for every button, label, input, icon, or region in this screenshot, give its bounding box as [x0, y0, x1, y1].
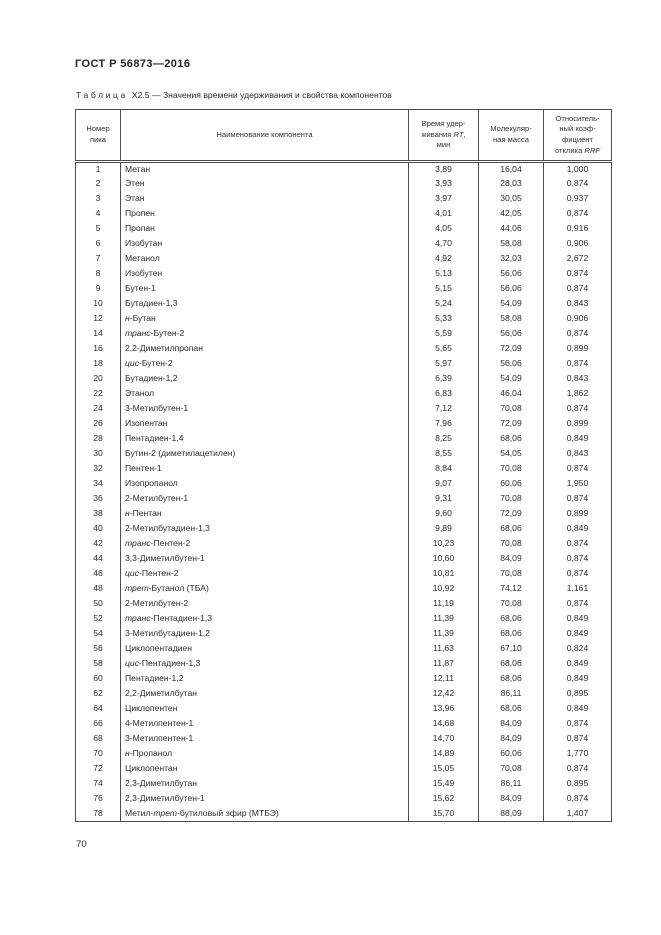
retention-time-cell: 15,70 [409, 807, 479, 822]
retention-time-cell: 4,70 [409, 237, 479, 252]
component-name-cell: Метан [121, 162, 409, 177]
table-row [76, 567, 612, 582]
peak-number-cell: 10 [76, 297, 121, 312]
table-row [76, 447, 612, 462]
peak-number-cell: 74 [76, 777, 121, 792]
molecular-mass-cell: 68,06 [479, 702, 544, 717]
retention-time-cell: 9,89 [409, 522, 479, 537]
standard-code: ГОСТ Р 56873—2016 [75, 58, 191, 70]
rrf-cell: 0,874 [544, 492, 612, 507]
rrf-cell: 0,906 [544, 312, 612, 327]
molecular-mass-cell: 28,03 [479, 177, 544, 192]
component-name-cell: 3,3-Диметилбутен-1 [121, 552, 409, 567]
table-row [76, 597, 612, 612]
page-number: 70 [76, 839, 87, 850]
table-row [76, 477, 612, 492]
col-header-component-name: Наименование компонента [121, 110, 409, 162]
retention-time-cell: 10,92 [409, 582, 479, 597]
rrf-cell: 0,874 [544, 792, 612, 807]
table-row [76, 327, 612, 342]
retention-time-cell: 9,07 [409, 477, 479, 492]
retention-time-cell: 9,31 [409, 492, 479, 507]
peak-number-cell: 62 [76, 687, 121, 702]
peak-number-cell: 30 [76, 447, 121, 462]
peak-number-cell: 52 [76, 612, 121, 627]
table-row [76, 297, 612, 312]
rrf-cell: 1,407 [544, 807, 612, 822]
rrf-cell: 0,849 [544, 522, 612, 537]
table-row [76, 177, 612, 192]
rrf-cell: 0,843 [544, 297, 612, 312]
molecular-mass-cell: 84,09 [479, 552, 544, 567]
component-name-cell: транс-Пентадиен-1,3 [121, 612, 409, 627]
col-header-rrf: Относитель- ный коэф- фициент отклика RRF [544, 110, 612, 162]
peak-number-cell: 26 [76, 417, 121, 432]
retention-time-cell: 8,84 [409, 462, 479, 477]
component-name-cell: 2,3-Диметилбутан [121, 777, 409, 792]
peak-number-cell: 4 [76, 207, 121, 222]
molecular-mass-cell: 42,05 [479, 207, 544, 222]
component-name-cell: транс-Пентен-2 [121, 537, 409, 552]
peak-number-cell: 1 [76, 162, 121, 177]
molecular-mass-cell: 16,04 [479, 162, 544, 177]
table-row [76, 612, 612, 627]
rrf-cell: 1,862 [544, 387, 612, 402]
component-name-cell: 2,3-Диметилбутен-1 [121, 792, 409, 807]
table-row [76, 702, 612, 717]
molecular-mass-cell: 72,09 [479, 417, 544, 432]
component-name-cell: Пентадиен-1,4 [121, 432, 409, 447]
molecular-mass-cell: 84,09 [479, 792, 544, 807]
table-row [76, 537, 612, 552]
retention-time-cell: 8,55 [409, 447, 479, 462]
rrf-cell: 0,843 [544, 447, 612, 462]
retention-time-cell: 12,42 [409, 687, 479, 702]
molecular-mass-cell: 86,11 [479, 777, 544, 792]
table-row [76, 417, 612, 432]
component-name-cell: Пропен [121, 207, 409, 222]
table-row [76, 312, 612, 327]
table-row [76, 687, 612, 702]
retention-time-cell: 10,60 [409, 552, 479, 567]
component-name-cell: Циклопентан [121, 762, 409, 777]
table-row [76, 387, 612, 402]
table-row [76, 207, 612, 222]
rrf-cell: 0,874 [544, 597, 612, 612]
molecular-mass-cell: 72,09 [479, 507, 544, 522]
rrf-cell: 1,770 [544, 747, 612, 762]
table-row [76, 237, 612, 252]
component-name-cell: Бутин-2 (диметилацетилен) [121, 447, 409, 462]
component-name-cell: 2-Метилбутадиен-1,3 [121, 522, 409, 537]
peak-number-cell: 22 [76, 387, 121, 402]
table-row [76, 222, 612, 237]
rrf-cell: 0,874 [544, 462, 612, 477]
peak-number-cell: 9 [76, 282, 121, 297]
retention-time-cell: 5,33 [409, 312, 479, 327]
table-row [76, 642, 612, 657]
peak-number-cell: 14 [76, 327, 121, 342]
retention-time-cell: 5,13 [409, 267, 479, 282]
component-name-cell: Этанол [121, 387, 409, 402]
rrf-cell: 0,874 [544, 357, 612, 372]
table-body [76, 162, 612, 822]
peak-number-cell: 46 [76, 567, 121, 582]
molecular-mass-cell: 32,03 [479, 252, 544, 267]
component-name-cell: Циклопентен [121, 702, 409, 717]
table-row [76, 792, 612, 807]
molecular-mass-cell: 56,06 [479, 267, 544, 282]
retention-time-cell: 8,25 [409, 432, 479, 447]
table-row [76, 807, 612, 822]
table-row [76, 342, 612, 357]
molecular-mass-cell: 84,09 [479, 717, 544, 732]
peak-number-cell: 66 [76, 717, 121, 732]
peak-number-cell: 32 [76, 462, 121, 477]
molecular-mass-cell: 60,06 [479, 747, 544, 762]
molecular-mass-cell: 58,08 [479, 237, 544, 252]
retention-time-cell: 7,12 [409, 402, 479, 417]
retention-time-cell: 10,23 [409, 537, 479, 552]
table-row [76, 432, 612, 447]
table-row [76, 282, 612, 297]
rrf-cell: 1,950 [544, 477, 612, 492]
component-name-cell: Изобутан [121, 237, 409, 252]
component-name-cell: Метанол [121, 252, 409, 267]
rrf-cell: 0,849 [544, 672, 612, 687]
table-row [76, 717, 612, 732]
table-row [76, 462, 612, 477]
component-name-cell: Циклопентадиен [121, 642, 409, 657]
retention-time-cell: 14,70 [409, 732, 479, 747]
retention-time-cell: 11,87 [409, 657, 479, 672]
peak-number-cell: 5 [76, 222, 121, 237]
retention-time-cell: 3,93 [409, 177, 479, 192]
col-header-molecular-mass: Молекуляр- ная масса [479, 110, 544, 162]
rrf-cell: 0,874 [544, 327, 612, 342]
retention-time-cell: 14,89 [409, 747, 479, 762]
component-name-cell: Изобутен [121, 267, 409, 282]
retention-time-cell: 11,19 [409, 597, 479, 612]
retention-time-cell: 13,96 [409, 702, 479, 717]
molecular-mass-cell: 70,08 [479, 597, 544, 612]
peak-number-cell: 42 [76, 537, 121, 552]
peak-number-cell: 78 [76, 807, 121, 822]
component-name-cell: Этан [121, 192, 409, 207]
peak-number-cell: 54 [76, 627, 121, 642]
component-name-cell: транс-Бутен-2 [121, 327, 409, 342]
rrf-cell: 0,849 [544, 612, 612, 627]
table-caption [76, 90, 392, 100]
molecular-mass-cell: 54,09 [479, 372, 544, 387]
peak-number-cell: 44 [76, 552, 121, 567]
table-row [76, 492, 612, 507]
retention-times-table [75, 109, 612, 822]
peak-number-cell: 16 [76, 342, 121, 357]
molecular-mass-cell: 67,10 [479, 642, 544, 657]
retention-time-cell: 11,39 [409, 612, 479, 627]
table-row [76, 507, 612, 522]
table-row [76, 192, 612, 207]
retention-time-cell: 15,62 [409, 792, 479, 807]
retention-time-cell: 5,97 [409, 357, 479, 372]
rrf-cell: 0,843 [544, 372, 612, 387]
peak-number-cell: 72 [76, 762, 121, 777]
component-name-cell: трет-Бутанол (ТБА) [121, 582, 409, 597]
component-name-cell: 2-Метилбутен-1 [121, 492, 409, 507]
component-name-cell: Пентадиен-1,2 [121, 672, 409, 687]
molecular-mass-cell: 68,06 [479, 657, 544, 672]
component-name-cell: Бутадиен-1,3 [121, 297, 409, 312]
rrf-cell: 0,874 [544, 567, 612, 582]
peak-number-cell: 8 [76, 267, 121, 282]
table-row [76, 357, 612, 372]
retention-time-cell: 7,96 [409, 417, 479, 432]
molecular-mass-cell: 44,06 [479, 222, 544, 237]
rrf-cell: 2,672 [544, 252, 612, 267]
retention-time-cell: 5,15 [409, 282, 479, 297]
retention-time-cell: 11,63 [409, 642, 479, 657]
retention-time-cell: 11,39 [409, 627, 479, 642]
molecular-mass-cell: 68,06 [479, 432, 544, 447]
peak-number-cell: 48 [76, 582, 121, 597]
retention-time-cell: 3,97 [409, 192, 479, 207]
peak-number-cell: 12 [76, 312, 121, 327]
rrf-cell: 0,874 [544, 717, 612, 732]
rrf-cell: 0,824 [544, 642, 612, 657]
rrf-cell: 0,874 [544, 732, 612, 747]
component-name-cell: Изопропанол [121, 477, 409, 492]
molecular-mass-cell: 70,08 [479, 402, 544, 417]
component-name-cell: цис-Бутен-2 [121, 357, 409, 372]
component-name-cell: 3-Метилбутен-1 [121, 402, 409, 417]
rrf-cell: 0,874 [544, 267, 612, 282]
table-row [76, 372, 612, 387]
component-name-cell: 4-Метилпентен-1 [121, 717, 409, 732]
rrf-cell: 0,916 [544, 222, 612, 237]
molecular-mass-cell: 84,09 [479, 732, 544, 747]
retention-time-cell: 4,01 [409, 207, 479, 222]
molecular-mass-cell: 70,08 [479, 462, 544, 477]
table-row [76, 777, 612, 792]
molecular-mass-cell: 68,06 [479, 627, 544, 642]
retention-time-cell: 3,89 [409, 162, 479, 177]
molecular-mass-cell: 46,04 [479, 387, 544, 402]
peak-number-cell: 50 [76, 597, 121, 612]
rrf-cell: 0,849 [544, 702, 612, 717]
component-name-cell: Метил-трет-бутиловый эфир (МТБЭ) [121, 807, 409, 822]
molecular-mass-cell: 74,12 [479, 582, 544, 597]
retention-time-cell: 6,83 [409, 387, 479, 402]
component-name-cell: Изопентан [121, 417, 409, 432]
component-name-cell: цис-Пентадиен-1,3 [121, 657, 409, 672]
retention-time-cell: 12,11 [409, 672, 479, 687]
retention-time-cell: 5,24 [409, 297, 479, 312]
rrf-cell: 0,849 [544, 657, 612, 672]
component-name-cell: Бутадиен-1,2 [121, 372, 409, 387]
peak-number-cell: 58 [76, 657, 121, 672]
molecular-mass-cell: 70,08 [479, 567, 544, 582]
molecular-mass-cell: 56,06 [479, 282, 544, 297]
rrf-cell: 0,874 [544, 177, 612, 192]
rrf-cell: 0,895 [544, 777, 612, 792]
component-name-cell: 2,2-Диметилбутан [121, 687, 409, 702]
table-row [76, 627, 612, 642]
molecular-mass-cell: 54,05 [479, 447, 544, 462]
molecular-mass-cell: 68,06 [479, 612, 544, 627]
table-caption-label: Таблица [76, 90, 128, 100]
rrf-cell: 0,899 [544, 507, 612, 522]
molecular-mass-cell: 72,09 [479, 342, 544, 357]
component-name-cell: 3-Метилпентен-1 [121, 732, 409, 747]
molecular-mass-cell: 68,06 [479, 672, 544, 687]
peak-number-cell: 38 [76, 507, 121, 522]
peak-number-cell: 18 [76, 357, 121, 372]
peak-number-cell: 36 [76, 492, 121, 507]
peak-number-cell: 24 [76, 402, 121, 417]
retention-time-cell: 6,39 [409, 372, 479, 387]
retention-time-cell: 9,60 [409, 507, 479, 522]
rrf-cell: 0,937 [544, 192, 612, 207]
rrf-cell: 0,874 [544, 537, 612, 552]
peak-number-cell: 28 [76, 432, 121, 447]
molecular-mass-cell: 60,06 [479, 477, 544, 492]
table-header-row [76, 110, 612, 162]
retention-time-cell: 15,05 [409, 762, 479, 777]
table-row [76, 582, 612, 597]
component-name-cell: 2-Метилбутен-2 [121, 597, 409, 612]
table-row [76, 672, 612, 687]
peak-number-cell: 34 [76, 477, 121, 492]
retention-time-cell: 5,65 [409, 342, 479, 357]
table-caption-text: Х2.5 — Значения времени удерживания и свойства компонентов [131, 90, 392, 100]
peak-number-cell: 40 [76, 522, 121, 537]
molecular-mass-cell: 70,08 [479, 492, 544, 507]
rrf-cell: 0,895 [544, 687, 612, 702]
molecular-mass-cell: 30,05 [479, 192, 544, 207]
rrf-cell: 0,849 [544, 627, 612, 642]
peak-number-cell: 20 [76, 372, 121, 387]
table-row [76, 762, 612, 777]
rrf-cell: 0,874 [544, 207, 612, 222]
peak-number-cell: 64 [76, 702, 121, 717]
table-row [76, 522, 612, 537]
molecular-mass-cell: 56,06 [479, 327, 544, 342]
component-name-cell: н-Пропанол [121, 747, 409, 762]
component-name-cell: цис-Пентен-2 [121, 567, 409, 582]
peak-number-cell: 68 [76, 732, 121, 747]
retention-time-cell: 14,68 [409, 717, 479, 732]
retention-time-cell: 4,92 [409, 252, 479, 267]
peak-number-cell: 7 [76, 252, 121, 267]
rrf-cell: 0,874 [544, 552, 612, 567]
peak-number-cell: 3 [76, 192, 121, 207]
table-row [76, 267, 612, 282]
rrf-cell: 1,000 [544, 162, 612, 177]
component-name-cell: Пентен-1 [121, 462, 409, 477]
molecular-mass-cell: 58,08 [479, 312, 544, 327]
table-row [76, 402, 612, 417]
component-name-cell: Бутен-1 [121, 282, 409, 297]
component-name-cell: н-Бутан [121, 312, 409, 327]
rrf-cell: 1,161 [544, 582, 612, 597]
peak-number-cell: 70 [76, 747, 121, 762]
molecular-mass-cell: 86,11 [479, 687, 544, 702]
retention-time-cell: 4,05 [409, 222, 479, 237]
peak-number-cell: 56 [76, 642, 121, 657]
rrf-cell: 0,849 [544, 432, 612, 447]
rrf-cell: 0,874 [544, 402, 612, 417]
peak-number-cell: 2 [76, 177, 121, 192]
retention-time-cell: 5,59 [409, 327, 479, 342]
peak-number-cell: 76 [76, 792, 121, 807]
component-name-cell: 2,2-Диметилпропан [121, 342, 409, 357]
molecular-mass-cell: 54,09 [479, 297, 544, 312]
peak-number-cell: 60 [76, 672, 121, 687]
molecular-mass-cell: 88,09 [479, 807, 544, 822]
rrf-cell: 0,906 [544, 237, 612, 252]
table-row [76, 657, 612, 672]
rrf-cell: 0,874 [544, 282, 612, 297]
rrf-cell: 0,899 [544, 342, 612, 357]
component-name-cell: н-Пентан [121, 507, 409, 522]
peak-number-cell: 6 [76, 237, 121, 252]
molecular-mass-cell: 70,08 [479, 537, 544, 552]
table-row [76, 162, 612, 177]
component-name-cell: Этен [121, 177, 409, 192]
table-row [76, 552, 612, 567]
table-row [76, 252, 612, 267]
molecular-mass-cell: 56,06 [479, 357, 544, 372]
component-name-cell: Пропан [121, 222, 409, 237]
retention-time-cell: 10,81 [409, 567, 479, 582]
table-row [76, 732, 612, 747]
molecular-mass-cell: 68,06 [479, 522, 544, 537]
rrf-cell: 0,874 [544, 762, 612, 777]
retention-time-cell: 15,49 [409, 777, 479, 792]
table-row [76, 747, 612, 762]
col-header-peak-number: Номер пика [76, 110, 121, 162]
molecular-mass-cell: 70,08 [479, 762, 544, 777]
rrf-cell: 0,899 [544, 417, 612, 432]
component-name-cell: 3-Метилбутадиен-1,2 [121, 627, 409, 642]
col-header-retention-time: Время удер- живания RT, мин [409, 110, 479, 162]
